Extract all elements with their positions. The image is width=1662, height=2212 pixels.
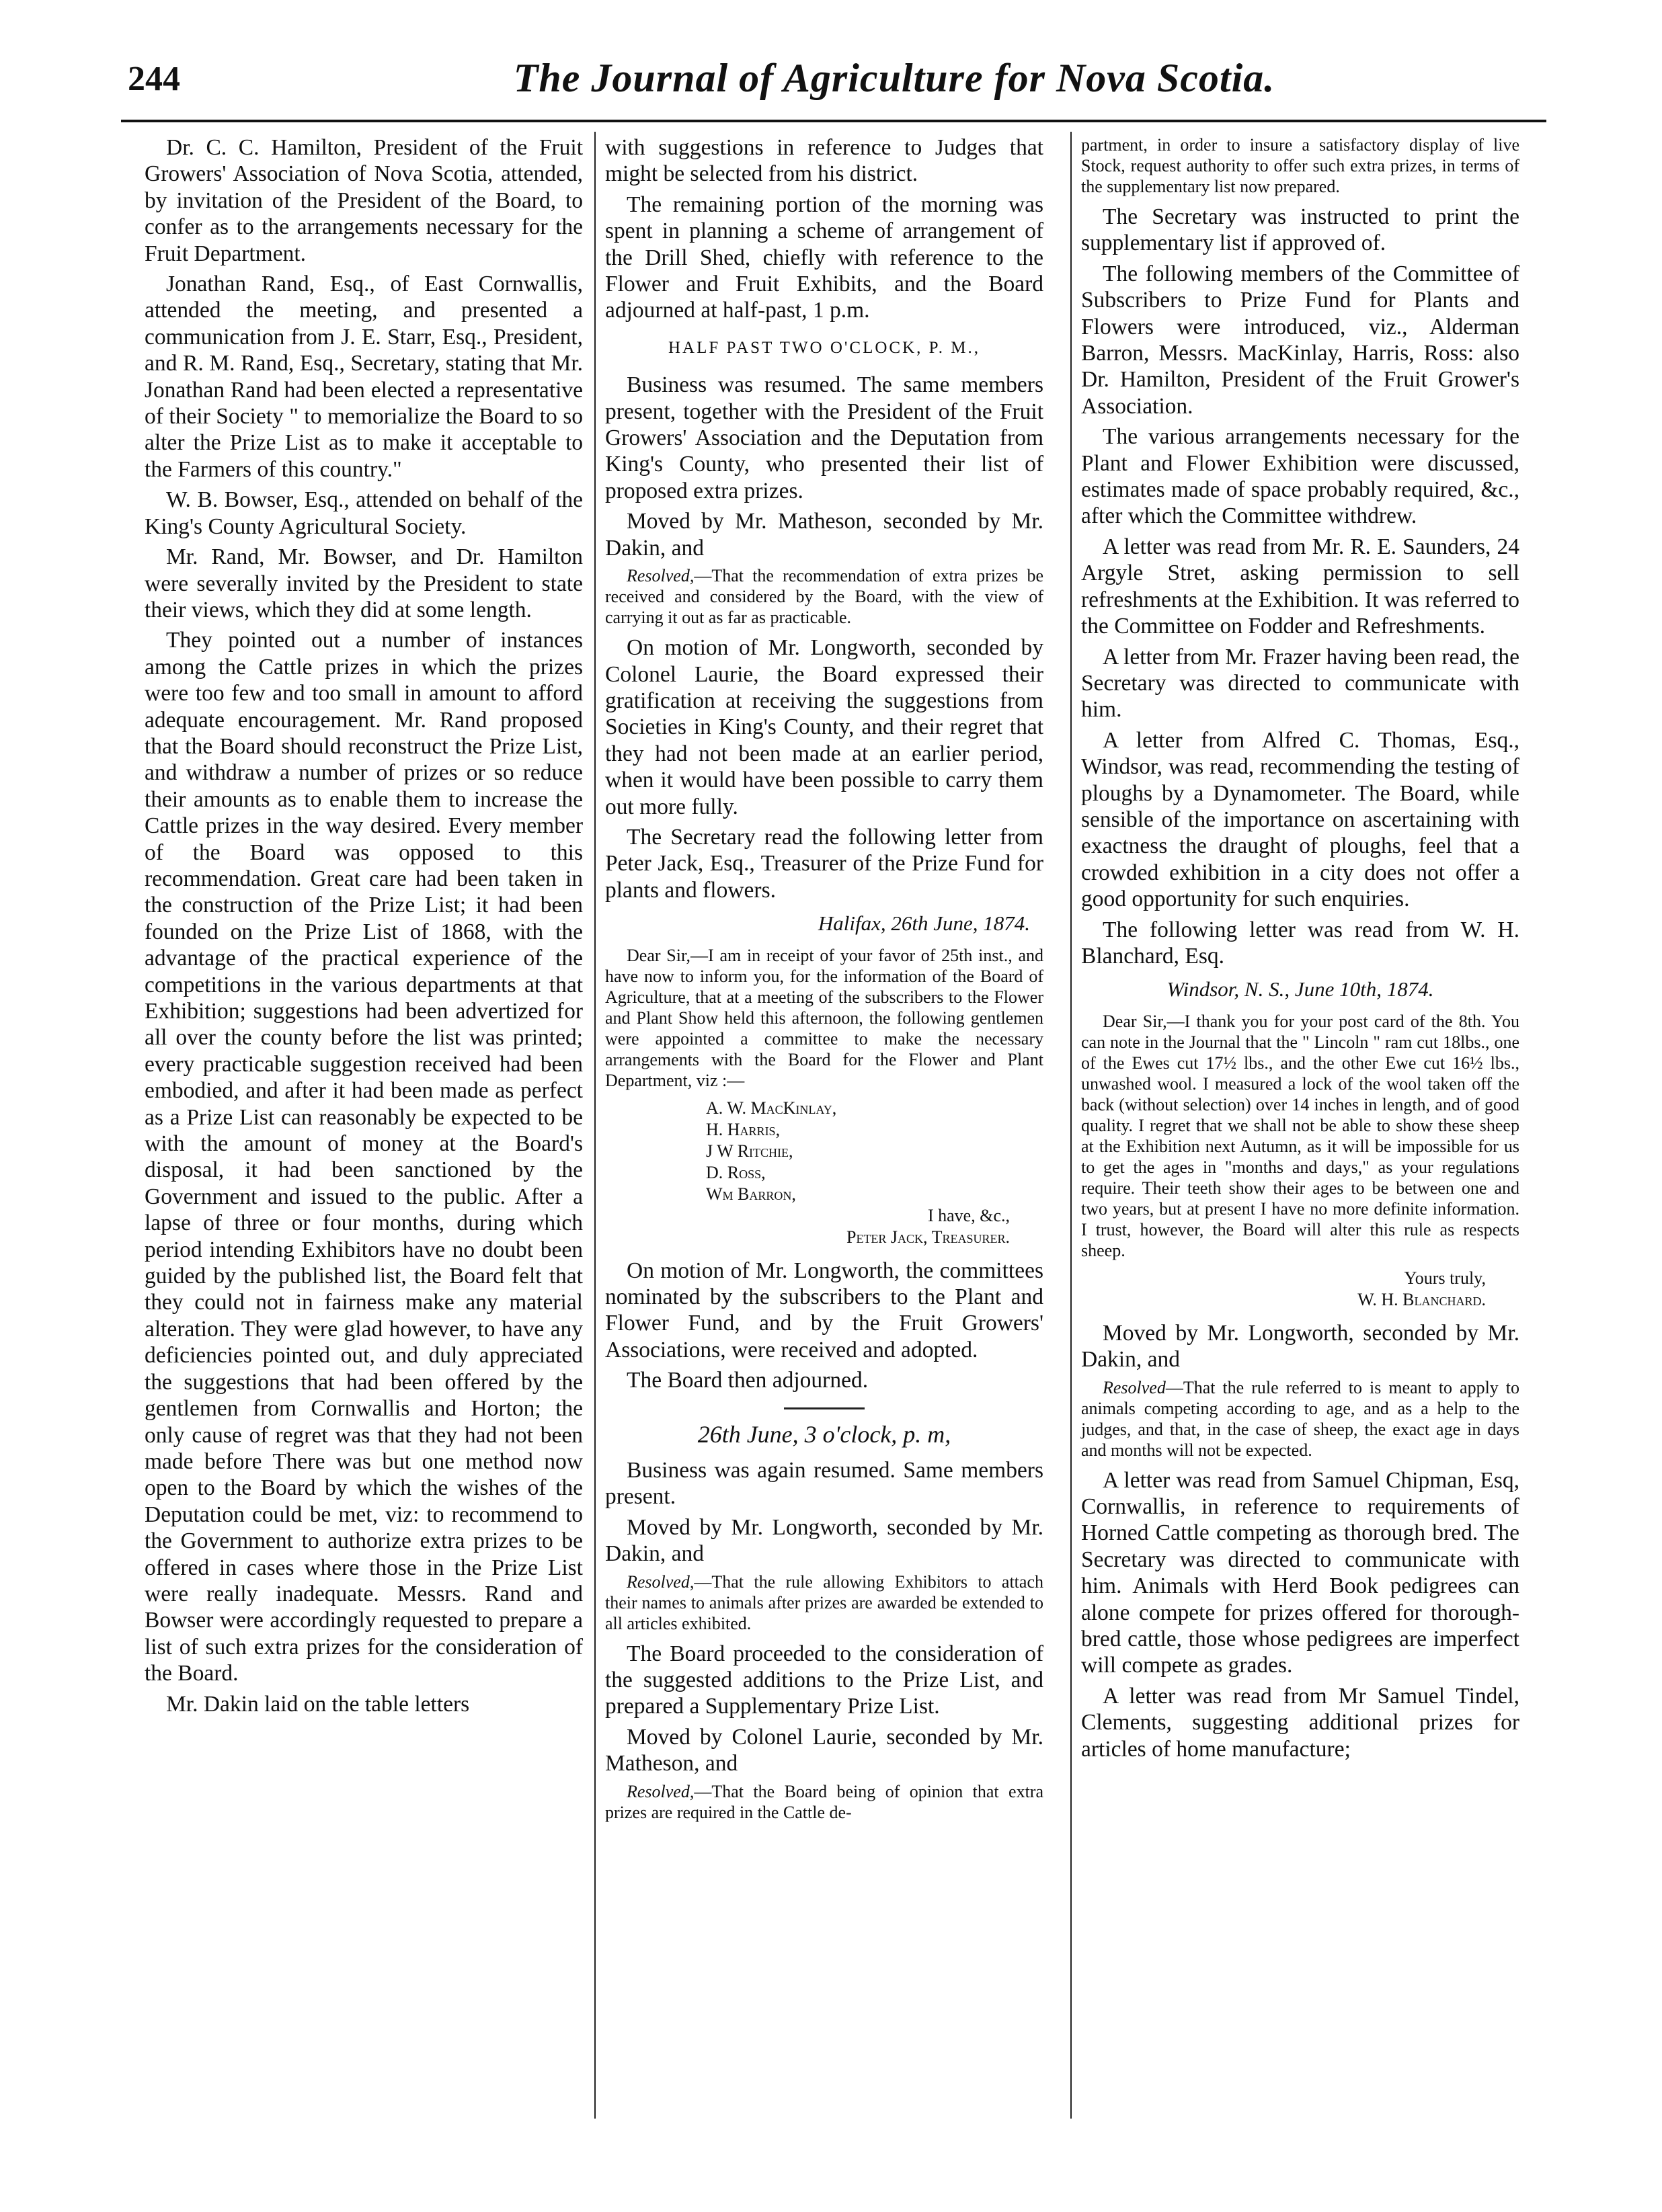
column-middle	[605, 134, 1043, 1830]
paragraph: Moved by Colonel Laurie, seconded by Mr. Matheson, and	[605, 1724, 1043, 1776]
closing: Yours truly,	[1404, 1268, 1486, 1288]
paragraph: A letter was read from Mr Samuel Tindel, Clements, suggesting additional prizes for articles of home manufacture;	[1081, 1683, 1519, 1762]
resolution-text: —That the recommendation of extra prizes be received and considered by the Board, with the view of carrying it out as far as practicable.	[605, 566, 1043, 628]
paragraph: A letter from Mr. Frazer having been read, the Secretary was directed to communicate with him.	[1081, 644, 1519, 723]
paragraph: Moved by Mr. Matheson, seconded by Mr. Dakin, and	[605, 509, 1043, 561]
resolution	[605, 565, 1043, 628]
paragraph: On motion of Mr. Longworth, seconded by Colonel Laurie, the Board expressed their gratification at receiving the suggestions from Societies in King's County, and their regret that they had not been made at an earlier period, when it would have been possible to carry them out more fully.	[605, 635, 1043, 819]
paragraph: Jonathan Rand, Esq., of East Cornwallis, attended the meeting, and presented a communication from J. E. Starr, Esq., President, and R. M. Rand, Esq., Secretary, stating that Mr. Jonathan Rand had been elected a representative of their Society " to memorialize the Board to so alter the Prize List as to make it acceptable to the Farmers of this country."	[145, 272, 583, 482]
paragraph: The Board then adjourned.	[627, 1368, 869, 1393]
committee-name: Wm Barron,	[706, 1184, 796, 1204]
section-heading: HALF PAST TWO O'CLOCK, P. M.,	[668, 338, 981, 357]
paragraph: W. B. Bowser, Esq., attended on behalf of the King's County Agricultural Society.	[145, 487, 583, 539]
letter-body: Dear Sir,—I am in receipt of your favor of 25th inst., and have now to inform you, for the information of the Board of Agriculture, that at a meeting of the subscribers to the Flower and Plant Show held this afternoon, the following gentlemen were appointed a committee to make the necessary arrangements with the Board for the Flower and Plant Department, viz :—	[605, 945, 1043, 1090]
paragraph: Moved by Mr. Longworth, seconded by Mr. Dakin, and	[605, 1514, 1043, 1567]
paragraph: They pointed out a number of instances among the Cattle prizes in which the prizes were too few and too small in amount to afford adequate encouragement. Mr. Rand proposed that the Board should reconstruct the Prize List, and withdraw a number of prizes or so reduce their amounts as to enable them to increase the Cattle prizes in the way desired. Every member of the Board was opposed to this recommendation. Great care had been taken in the construction of the Prize List; it had been founded on the Prize List of 1868, with the advantage of the practical experience of the competitions in the various departments at that Exhibition; suggestions had been advertized for all over the county before the list was printed; every practicable suggestion received had been embodied, and after it had been made as perfect as a Prize List can reasonably be expected to be with the amount of money at the Board's disposal, it had been sanctioned by the Government and issued to the public. After a lapse of three or four months, during which period intending Exhibitors have no doubt been guided by the published list, the Board felt that they could not in fairness make any material alteration. They were glad however, to have any deficiencies pointed out, and duly appreciated the suggestions that had been offered by the gentlemen from Cornwallis and Horton; the only cause of regret was that they had not been made before There was but one method now open to the Board by which the wishes of the Deputation could be met, viz: to recommend to the Government to authorize extra prizes to be offered in cases where those in the Prize List were really inadequate. Messrs. Rand and Bowser were accordingly requested to prepare a list of such extra prizes for the consideration of the Board.	[145, 628, 583, 1686]
paragraph: The following letter was read from W. H. Blanchard, Esq.	[1081, 917, 1519, 969]
committee-names	[605, 1098, 1043, 1205]
resolution	[605, 1571, 1043, 1634]
signature: W. H. Blanchard.	[1357, 1289, 1486, 1309]
paragraph: The Secretary read the following letter from Peter Jack, Esq., Treasurer of the Prize Fund for plants and flowers.	[605, 824, 1043, 903]
letter-body: Dear Sir,—I thank you for your post card of the 8th. You can note in the Journal that the " Lincoln " ram cut 18lbs., one of the Ewes cut 17½ lbs., and the other Ewe cut 16½ lbs., unwashed wool. I measured a lock of the wool taken off the back (without selection) over 14 inches in length, and of good quality. I regret that we shall not be able to show these sheep at the Exhibition next Autumn, as it will be impossible for us to get the ages in "months and days," as your regulations require. Their teeth show their ages to be between one and two years, but at present I have no more definite information. I trust, however, the Board will alter this rule as respects sheep.	[1081, 1011, 1519, 1260]
paragraph: A letter was read from Mr. R. E. Saunders, 24 Argyle Stret, asking permission to sell refreshments at the Exhibition. It was referred to the Committee on Fodder and Refreshments.	[1081, 534, 1519, 639]
paragraph: Moved by Mr. Longworth, seconded by Mr. Dakin, and	[1081, 1320, 1519, 1373]
resolution-text: —That the rule allowing Exhibitors to attach their names to animals after prizes are awarded be extended to all articles exhibited.	[605, 1571, 1043, 1633]
column-right	[1081, 134, 1519, 1766]
paragraph: The Board proceeded to the consideration of the suggested additions to the Prize List, and prepared a Supplementary Prize List.	[605, 1641, 1043, 1719]
resolved-label: Resolved	[1103, 1377, 1166, 1397]
paragraph: Business was resumed. The same members present, together with the President of the Fruit Growers' Association and the Deputation from King's County, who presented their list of proposed extra prizes.	[605, 372, 1043, 503]
resolved-label: Resolved,	[627, 1571, 695, 1592]
letter-signature-block	[1081, 1268, 1519, 1311]
header-rule	[121, 120, 1546, 122]
running-title: The Journal of Agriculture for Nova Scotia.	[513, 56, 1275, 100]
letter-signature-block	[605, 1098, 1043, 1248]
column-divider	[594, 132, 596, 2119]
paragraph: Business was again resumed. Same members present.	[605, 1458, 1043, 1510]
section-divider	[784, 1407, 865, 1409]
resolved-label: Resolved,	[627, 566, 695, 586]
paragraph: The various arrangements necessary for the Plant and Flower Exhibition were discussed, estimates made of space probably required, &c., after which the Committee withdrew.	[1081, 424, 1519, 529]
signature: Peter Jack, Treasurer.	[846, 1227, 1010, 1247]
paragraph: A letter from Alfred C. Thomas, Esq., Windsor, was read, recommending the testing of ploughs by a Dynamometer. The Board, while sensible of the importance on ascertaining with exactness the draught of ploughs, feel that a crowded exhibition in a city does not offer a good opportunity for such enquiries.	[1081, 727, 1519, 912]
resolved-label: Resolved,	[627, 1781, 695, 1801]
paragraph: The Secretary was instructed to print the supplementary list if approved of.	[1081, 204, 1519, 256]
committee-name: J W Ritchie,	[706, 1141, 793, 1161]
paragraph: Dr. C. C. Hamilton, President of the Fruit Growers' Association of Nova Scotia, attended, by invitation of the President of the Board, to confer as to the arrangements necessary for the Fruit Department.	[145, 135, 583, 266]
page-number: 244	[128, 60, 180, 98]
section-heading: 26th June, 3 o'clock, p. m,	[697, 1420, 951, 1448]
resolution-text: —That the Board being of opinion that extra prizes are required in the Cattle de-	[605, 1781, 1043, 1822]
resolution	[605, 1781, 1043, 1823]
resolution-continued: partment, in order to insure a satisfactory display of live Stock, request authority to offer such extra prizes, in terms of the supplementary list now prepared.	[1081, 135, 1519, 196]
column-divider	[1070, 132, 1072, 2119]
paragraph: The following members of the Committee of Subscribers to Prize Fund for Plants and Flowers were introduced, viz., Alderman Barron, Messrs. MacKinlay, Harris, Ross: also Dr. Hamilton, President of the Fruit Grower's Association.	[1081, 261, 1519, 419]
closing: I have, &c.,	[927, 1205, 1010, 1225]
committee-name: A. W. MacKinlay,	[706, 1098, 837, 1118]
letter-dateline: Windsor, N. S., June 10th, 1874.	[1166, 977, 1434, 1001]
committee-name: H. Harris,	[706, 1119, 781, 1139]
paragraph: A letter was read from Samuel Chipman, Esq, Cornwallis, in reference to requirements of Horned Cattle competing as thorough bred. The Secretary was directed to communicate with him. Animals with Herd Book pedigrees can alone compete for prizes offered for thorough-bred cattle, those whose pedigrees are imperfect will compete as grades.	[1081, 1467, 1519, 1678]
paragraph: with suggestions in reference to Judges that might be selected from his district.	[605, 135, 1043, 187]
paragraph: The remaining portion of the morning was spent in planning a scheme of arrangement of the Drill Shed, chiefly with reference to the Flower and Fruit Exhibits, and the Board adjourned at half-past, 1 p.m.	[605, 192, 1043, 323]
paragraph: On motion of Mr. Longworth, the committees nominated by the subscribers to the Plant and Flower Fund, and by the Fruit Growers' Associations, were received and adopted.	[605, 1258, 1043, 1362]
letter-dateline: Halifax, 26th June, 1874.	[818, 911, 1030, 936]
resolution-text: —That the rule referred to is meant to apply to animals competing according to age, and as a help to the judges, and that, in the case of sheep, the exact age in days and months will not be expected.	[1081, 1377, 1519, 1460]
paragraph: Mr. Dakin laid on the table letters	[166, 1691, 470, 1717]
resolution	[1081, 1377, 1519, 1461]
committee-name: D. Ross,	[706, 1162, 766, 1182]
column-left	[145, 134, 583, 1721]
paragraph: Mr. Rand, Mr. Bowser, and Dr. Hamilton were severally invited by the President to state their views, which they did at some length.	[145, 544, 583, 622]
